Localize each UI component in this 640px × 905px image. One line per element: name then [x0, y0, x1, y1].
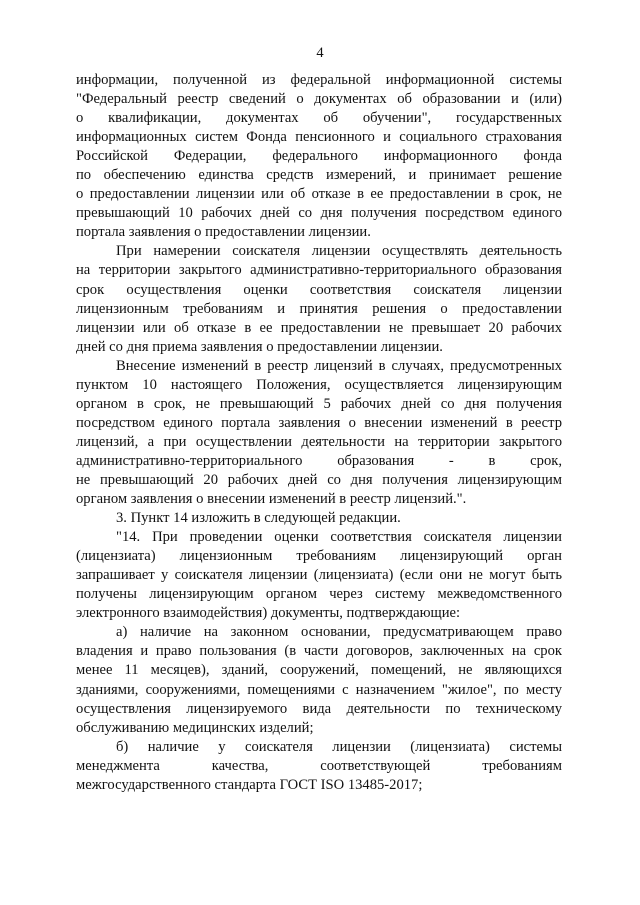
page-number: 4 — [316, 45, 324, 61]
text-line: менеджмента качества, соответствующей требованиям — [76, 757, 562, 774]
text-line: При намерении соискателя лицензии осуществлять деятельность — [116, 243, 562, 260]
text-line: на территории закрытого административно-территориального образования — [76, 262, 562, 279]
text-line: получены лицензирующим органом через систему межведомственного — [76, 586, 562, 603]
text-line: электронного взаимодействия) документы, подтверждающие: — [76, 605, 461, 622]
text-line: межгосударственного стандарта ГОСТ ISO 13485-2017; — [76, 776, 423, 793]
text-line: Внесение изменений в реестр лицензий в случаях, предусмотренных — [116, 357, 562, 374]
text-line: лицензии или об отказе в ее предоставлении не превышает 20 рабочих — [76, 319, 562, 336]
text-line: "14. При проведении оценки соответствия соискателя лицензии — [116, 529, 562, 546]
text-line: о предоставлении лицензии или об отказе в ее предоставлении в срок, не — [76, 186, 562, 203]
text-line: Российской Федерации, федерального информационного фонда — [76, 148, 562, 165]
text-line: пунктом 10 настоящего Положения, осуществляется лицензирующим — [76, 376, 562, 393]
text-line: превышающий 10 рабочих дней со дня получения посредством единого — [76, 205, 562, 222]
text-line: информации, полученной из федеральной информационной системы — [76, 72, 562, 88]
text-line: по обеспечению единства средств измерений, и принимает решение — [76, 167, 562, 184]
text-line: органом в срок, не превышающий 5 рабочих дней со дня получения — [76, 395, 562, 412]
text-line: запрашивает у соискателя лицензии (лицензиата) (если они не могут быть — [76, 567, 562, 584]
text-line: зданиями, сооружениями, помещениями с назначением "жилое", по месту — [76, 681, 562, 698]
text-line: портала заявления о предоставлении лицензии. — [76, 224, 371, 241]
text-line: обслуживанию медицинских изделий; — [76, 719, 314, 736]
text-line: менее 11 месяцев), зданий, сооружений, помещений, не являющихся — [76, 662, 562, 679]
text-line: (лицензиата) лицензионным требованиям лицензирующий орган — [76, 548, 562, 565]
text-line: посредством единого портала заявления о внесении изменений в реестр — [76, 414, 562, 431]
text-line: лицензий, а при осуществлении деятельности на территории закрытого — [76, 433, 562, 450]
text-line: владения и право пользования (в части договоров, заключенных на срок — [76, 643, 562, 660]
text-line: о квалификации, документах об обучении", государственных — [76, 110, 562, 127]
text-line: административно-территориального образования - в срок, — [76, 452, 562, 469]
text-line: а) наличие на законном основании, предусматривающем право — [116, 624, 562, 641]
text-line: осуществления лицензируемого вида деятельности по техническому — [76, 700, 562, 717]
text-line: б) наличие у соискателя лицензии (лицензиата) системы — [116, 738, 562, 755]
text-line: 3. Пункт 14 изложить в следующей редакции. — [116, 510, 401, 527]
document-body — [76, 71, 562, 795]
text-line: не превышающий 20 рабочих дней со дня получения лицензирующим — [76, 471, 562, 488]
text-line: срок осуществления оценки соответствия соискателя лицензии — [76, 281, 562, 298]
text-line: "Федеральный реестр сведений о документах об образовании и (или) — [76, 91, 562, 108]
text-line: лицензионным требованиям и принятия решения о предоставлении — [76, 300, 562, 317]
text-line: дней со дня приема заявления о предоставлении лицензии. — [76, 338, 443, 355]
text-line: информационных систем Фонда пенсионного и социального страхования — [76, 129, 562, 146]
text-line: органом заявления о внесении изменений в реестр лицензий.". — [76, 491, 467, 508]
